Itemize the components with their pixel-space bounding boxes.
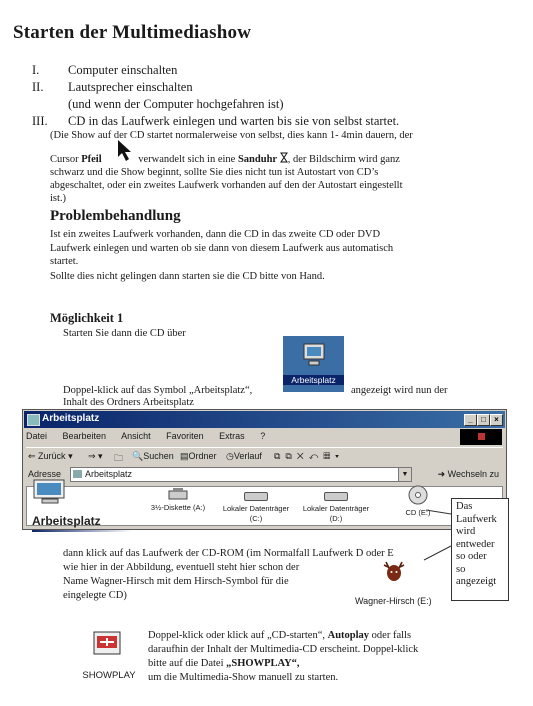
divider [32, 530, 132, 532]
page-title: Starten der Multimediashow [13, 22, 252, 43]
window-titlebar: Arbeitsplatz _ □ × [24, 411, 505, 428]
folders-button[interactable]: ▤Ordner [180, 451, 217, 461]
address-label: Adresse [28, 469, 62, 479]
windows-flag-icon [478, 433, 485, 440]
floppy-drive-icon [167, 487, 189, 501]
option1-dbl-line-2: Inhalt des Ordners Arbeitsplatz [63, 397, 194, 408]
drive-cd-e[interactable]: CD (E:) [398, 484, 438, 517]
computer-icon [73, 470, 82, 478]
after-line-1: dann klick auf das Laufwerk der CD-ROM (im Normalfall Laufwerk D oder E [63, 548, 394, 559]
history-button[interactable]: ◷Verlauf [226, 451, 262, 461]
back-button[interactable]: ⇐ Zurück ▾ [28, 451, 73, 461]
showplay-line-2: daraufhin der Inhalt der Multimedia-CD erscheint. Doppel-klick [148, 644, 419, 655]
problem-line-2: Laufwerk einlegen und warten ob sie dann von diesem Laufwerk aus automatisch [50, 243, 394, 254]
problem-line-1: Ist ein zweites Laufwerk vorhanden, dann die CD in das zweite CD oder DVD [50, 229, 381, 240]
showplay-line-3: bitte auf die Datei „SHOWPLAY“, [148, 658, 300, 669]
note-line-4: abgeschaltet, oder ein zweites Laufwerk vorhanden auf den der Autostart eingestellt [50, 180, 403, 191]
folder-header: Arbeitsplatz [22, 480, 132, 530]
close-button[interactable]: × [490, 414, 503, 426]
drive-c[interactable]: Lokaler Datenträger (C:) [222, 492, 290, 524]
option1-dbl-click: Doppel-klick auf das Symbol „Arbeitsplatz“, [63, 385, 253, 396]
problem-line-4: Sollte dies nicht gelingen dann starten sie die CD bitte von Hand. [50, 271, 325, 282]
note-line-2: Cursor Pfeil verwandelt sich in eine Sanduhr , der Bildschirm wird ganz [50, 154, 400, 165]
showplay-icon-tile[interactable]: SHOWPLAY [80, 630, 138, 680]
menu-favoriten[interactable]: Favoriten [166, 431, 204, 441]
search-button[interactable]: 🔍Suchen [132, 451, 174, 461]
option1-dbl-post: angezeigt wird nun der [351, 385, 448, 396]
option1-line-1: Starten Sie dann die CD über [63, 328, 186, 339]
problem-line-3: startet. [50, 256, 79, 267]
showplay-line-4: um die Multimedia-Show manuell zu starten. [148, 672, 339, 683]
up-folder-icon[interactable]: 🗀 [114, 453, 124, 463]
note-line-1: (Die Show auf der CD startet normalerweise von selbst, dies kann 1- 4min dauern, der [50, 130, 413, 141]
note-line-5: ist.) [50, 193, 67, 204]
windows-logo [460, 429, 502, 445]
menu-help[interactable]: ? [260, 431, 266, 441]
cd-icon [407, 484, 429, 506]
maximize-button[interactable]: □ [477, 414, 490, 426]
drive-floppy[interactable]: 3½-Diskette (A:) [148, 487, 208, 512]
menu-bearbeiten[interactable]: Bearbeiten [62, 431, 107, 441]
after-line-4: eingelegte CD) [63, 590, 127, 601]
arbeitsplatz-desktop-icon[interactable]: Arbeitsplatz [283, 336, 344, 392]
go-button[interactable]: ➜ Wechseln zu [437, 469, 499, 479]
hourglass-icon [280, 152, 288, 163]
callout-box: Das Laufwerk wird entweder so oder so angezeigt [451, 498, 509, 601]
option1-heading: Möglichkeit 1 [50, 311, 124, 325]
menubar [26, 431, 278, 444]
minimize-button[interactable]: _ [464, 414, 477, 426]
note-line-3: schwarz und die Show beginnt, sollte Sie dies nicht tun ist Autostart von CD’s [50, 167, 379, 178]
showplay-line-1: Doppel-klick oder klick auf „CD-starten“, Autoplay oder falls [148, 630, 412, 641]
problem-heading: Problembehandlung [50, 208, 181, 224]
after-line-2: wie hier in der Abbildung, eventuell steht hier schon der [63, 562, 300, 573]
menu-ansicht[interactable]: Ansicht [121, 431, 151, 441]
drive-d[interactable]: Lokaler Datenträger (D:) [302, 492, 370, 524]
address-input[interactable]: Arbeitsplatz ▼ [70, 467, 412, 482]
menu-datei[interactable]: Datei [26, 431, 48, 441]
menu-extras[interactable]: Extras [219, 431, 245, 441]
computer-icon [32, 478, 74, 504]
toolbar [26, 447, 503, 464]
computer-icon [301, 342, 327, 368]
computer-icon [27, 414, 40, 426]
address-dropdown-button[interactable]: ▼ [398, 468, 411, 481]
hard-drive-icon [324, 492, 348, 501]
forward-button[interactable]: ⇒ ▾ [88, 451, 103, 461]
after-line-3: Name Wagner-Hirsch mit dem Hirsch-Symbol für die [63, 576, 289, 587]
callout-arrow [420, 506, 454, 566]
hard-drive-icon [244, 492, 268, 501]
toolbar-icons[interactable]: ⧉⧉✕↶▦▾ [274, 451, 344, 461]
deer-icon [381, 560, 407, 584]
showplay-icon [92, 630, 124, 658]
